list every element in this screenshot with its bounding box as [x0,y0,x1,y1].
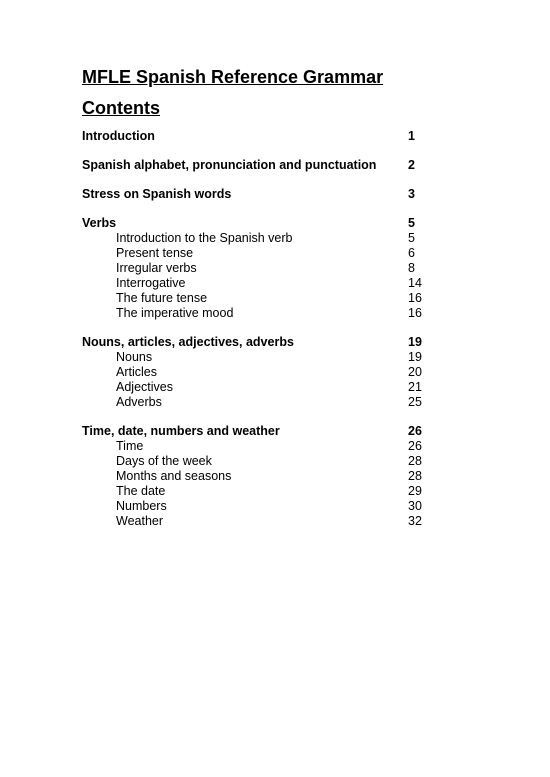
toc-section-entry [82,216,442,231]
toc-subentry-page-number: 20 [408,365,422,379]
toc-section [82,129,442,144]
toc-subentry [82,469,442,484]
toc-section-page-number: 19 [408,335,422,349]
toc-section-page-number: 26 [408,424,422,438]
toc-subentry-label: Days of the week [116,454,212,468]
toc-subentry [82,380,442,395]
toc-section-label: Verbs [82,216,117,230]
toc-subentry-label: Irregular verbs [116,261,197,275]
toc-section-entry [82,129,442,144]
toc-subentry-label: Numbers [116,499,167,513]
toc-subentry [82,395,442,410]
toc-section-page-number: 1 [408,129,415,143]
toc-subentry [82,365,442,380]
toc-subentry-page-number: 28 [408,469,422,483]
toc-subentry-page-number: 32 [408,514,422,528]
toc-subentry-page-number: 6 [408,246,415,260]
toc-subentry-label: Introduction to the Spanish verb [116,231,293,245]
toc-subentry-page-number: 30 [408,499,422,513]
toc-subentry-label: Adverbs [116,395,162,409]
toc-section-entry [82,424,442,439]
toc-subentry [82,514,442,529]
toc-subentry [82,439,442,454]
toc-subentry [82,231,442,246]
toc-subentry-page-number: 21 [408,380,422,394]
toc-section-label: Nouns, articles, adjectives, adverbs [82,335,294,349]
toc-section-page-number: 3 [408,187,415,201]
toc-subentry-page-number: 16 [408,306,422,320]
toc-section [82,424,442,529]
toc-subentry-page-number: 25 [408,395,422,409]
toc-section-page-number: 2 [408,158,415,172]
toc-section-entry [82,158,442,173]
toc-section [82,187,442,202]
toc-subentry [82,291,442,306]
toc-subentry-label: Articles [116,365,157,379]
toc-subentry-label: Weather [116,514,164,528]
toc-subentry [82,484,442,499]
toc-subentry [82,499,442,514]
toc-subentry [82,350,442,365]
toc-section-entry [82,187,442,202]
toc-section-page-number: 5 [408,216,415,230]
toc-subentry-page-number: 16 [408,291,422,305]
toc-subentry-label: Nouns [116,350,153,364]
toc-subentry [82,454,442,469]
document-title: MFLE Spanish Reference Grammar [82,67,384,87]
toc-subentry-label: Interrogative [116,276,186,290]
toc-section-label: Spanish alphabet, pronunciation and punctuation [82,158,377,172]
toc-section-label: Stress on Spanish words [82,187,232,201]
toc-section [82,216,442,321]
toc-subentry-label: The date [116,484,166,498]
toc-subentry-page-number: 28 [408,454,422,468]
toc-subentry-page-number: 8 [408,261,415,275]
toc-section-entry [82,335,442,350]
toc-section [82,335,442,410]
toc-subentry-page-number: 26 [408,439,422,453]
toc-subentry-page-number: 14 [408,276,422,290]
toc-subentry-label: The imperative mood [116,306,234,320]
toc-section [82,158,442,173]
toc-subentry-label: Time [116,439,144,453]
toc-subentry-label: Adjectives [116,380,173,394]
toc-subentry-label: The future tense [116,291,208,305]
toc-subentry [82,306,442,321]
toc-subentry-label: Present tense [116,246,194,260]
toc-subentry [82,261,442,276]
toc-subentry [82,276,442,291]
document-page [82,66,442,543]
table-of-contents [82,129,442,529]
toc-subentry-page-number: 5 [408,231,415,245]
toc-section-label: Time, date, numbers and weather [82,424,280,438]
toc-subentry-page-number: 19 [408,350,422,364]
toc-subentry-page-number: 29 [408,484,422,498]
toc-subentry-label: Months and seasons [116,469,232,483]
toc-subentry [82,246,442,261]
toc-section-label: Introduction [82,129,155,143]
contents-heading: Contents [82,98,160,118]
